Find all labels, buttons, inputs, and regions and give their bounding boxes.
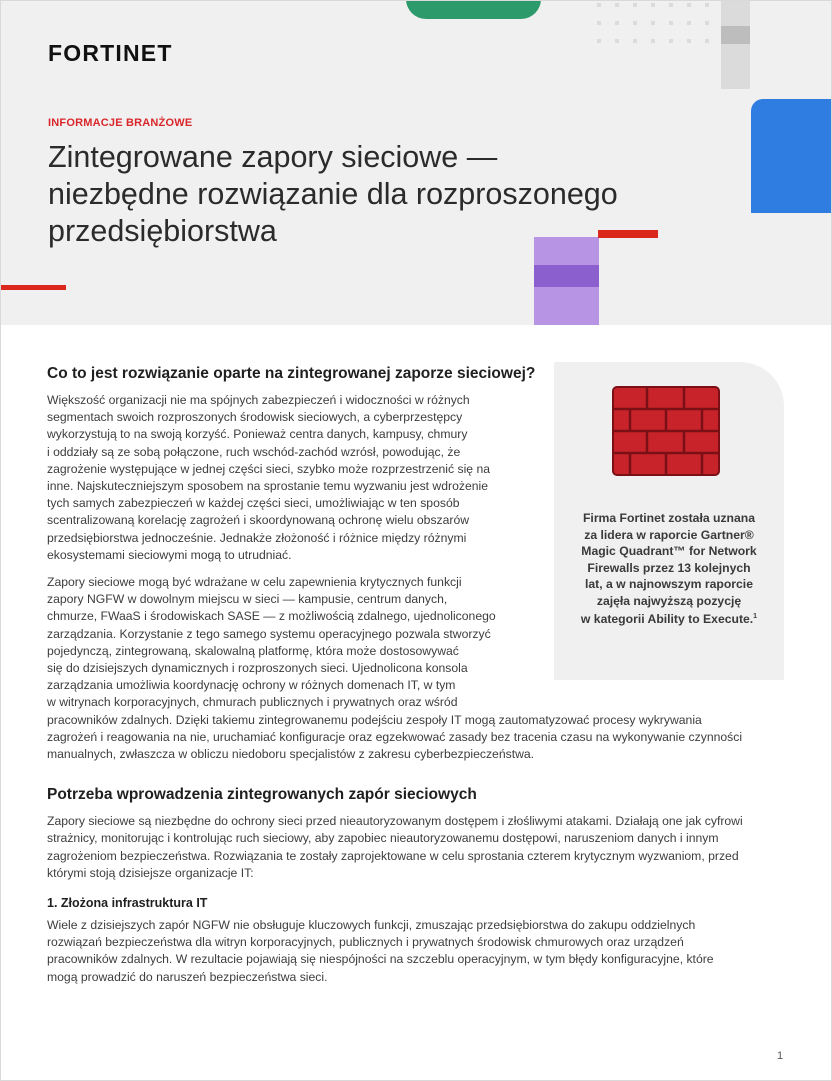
text-line: pojedynczą, zintegrowaną, skalowalną platformę, która może dostosowywać bbox=[47, 643, 459, 658]
callout-line: Firewalls przez 13 kolejnych bbox=[587, 560, 751, 575]
body-paragraph bbox=[47, 392, 787, 564]
logo-text: FORTINET bbox=[48, 40, 173, 66]
main-content bbox=[47, 362, 787, 986]
red-line-left-decoration bbox=[1, 285, 66, 290]
body-paragraph bbox=[47, 917, 787, 986]
text-line: Zapory sieciowe mogą być wdrażane w celu zapewnienia krytycznych funkcji bbox=[47, 575, 462, 590]
section-heading: Potrzeba wprowadzenia zintegrowanych zapór sieciowych bbox=[47, 786, 477, 804]
callout-line: Magic Quadrant™ for Network bbox=[581, 544, 757, 558]
eyebrow-label: INFORMACJE BRANŻOWE bbox=[48, 117, 193, 129]
text-line: zagrożeniom bezpieczeństwa. Rozwiązania te zostały zaprojektowane w celu sprostania czterem krytycznym wyzwaniom, przed bbox=[47, 848, 739, 863]
section-heading: Co to jest rozwiązanie oparte na zintegrowanej zaporze sieciowej? bbox=[47, 365, 536, 382]
purple-stripe-decoration bbox=[534, 265, 599, 287]
page-number: 1 bbox=[777, 1050, 784, 1062]
text-line: ekosystemami sieciowymi mogą to utrudniać. bbox=[47, 547, 292, 562]
text-line: Zapory sieciowe są niezbędne do ochrony sieci przed nieautoryzowanym dostępem i złośliwymi atakami. Działają one jak cyfrowi bbox=[47, 814, 743, 829]
title-line: niezbędne rozwiązanie dla rozproszonego bbox=[48, 177, 618, 211]
text-line: inne. Najskuteczniejszym sposobem na sprostanie temu wyzwaniu jest wdrożenie bbox=[47, 479, 488, 494]
gray-bar-decoration bbox=[721, 1, 750, 89]
callout-line: zajęła najwyższą pozycję bbox=[596, 593, 742, 608]
body-paragraph bbox=[47, 574, 787, 763]
page-title bbox=[48, 139, 728, 250]
text-line: zapory NGFW w dowolnym miejscu w sieci — kampusie, centrum danych, bbox=[47, 592, 448, 607]
text-line: Większość organizacji nie ma spójnych zabezpieczeń i widoczności w różnych bbox=[47, 393, 470, 407]
text-line: segmentach swoich rozproszonych środowisk sieciowych, a cyberprzestępcy bbox=[47, 410, 463, 425]
text-line: przedsiębiorstwa jednocześnie. Jednakże złożoność i różnice między różnymi bbox=[47, 530, 467, 545]
text-line: scentralizowaną korelację zagrożeń i skoordynowaną ochronę wielu obszarów bbox=[47, 513, 470, 528]
sub-heading: 1. Złożona infrastruktura IT bbox=[47, 896, 208, 911]
text-line: i oddziały są ze sobą połączone, ruch wschód-zachód wzrósł, powodując, że bbox=[47, 444, 461, 459]
title-line: Zintegrowane zapory sieciowe — bbox=[48, 140, 498, 174]
dot-grid-decoration bbox=[597, 1, 727, 51]
body-paragraph bbox=[47, 813, 787, 882]
text-line: się do dzisiejszych dynamicznych i rozproszonych sieci. Ujednolicona konsola bbox=[47, 661, 468, 676]
header-band bbox=[1, 1, 831, 325]
text-line: rozwiązań bezpieczeństwa dla witryn korporacyjnych, publicznych i prywatnych środowisk chmurowych oraz urządzeń bbox=[47, 935, 684, 950]
callout-line: Firma Fortinet została uznana bbox=[582, 511, 755, 525]
text-line: Wiele z dzisiejszych zapór NGFW nie obsługuje kluczowych funkcji, zmuszając przedsiębiorstwa do zakupu oddzielnych bbox=[47, 918, 696, 933]
text-line: zagrożenie występujące w jednej części sieci, szybko może rozprzestrzenić się na bbox=[47, 461, 491, 476]
callout-line: lat, a w najnowszym raporcie bbox=[585, 577, 753, 591]
text-line: zagrożeń i reagowania na nie, uruchamiać konfiguracje oraz egzekwować zasady bez tracenia czasu na wykonywanie czynności bbox=[47, 729, 743, 744]
text-line: wykorzystują to na swoją korzyść. Ponieważ centra danych, kampusy, chmury bbox=[47, 427, 468, 442]
text-line: pracowników zdalnych. W rezultacie pojawiają się niespójności na szczeblu operacyjnym, w tym błędy konfiguracyjne, które bbox=[47, 952, 714, 967]
text-line: tych samych zabezpieczeń w każdej części sieci, umożliwiając w ten sposób bbox=[47, 496, 460, 511]
text-line: w witrynach korporacyjnych, chmurach publicznych i prywatnych oraz wśród bbox=[47, 695, 458, 710]
text-line: zarządzania umożliwia koordynację ochrony w różnych domenach IT, w tym bbox=[47, 678, 456, 693]
text-line: którymi stoją dzisiejsze organizacje IT: bbox=[47, 865, 254, 880]
text-line: mogą prowadzić do naruszeń bezpieczeństwa sieci. bbox=[47, 969, 328, 984]
callout-line-text: w kategorii Ability to Execute. bbox=[580, 612, 754, 627]
text-line: pracowników zdalnych. Dzięki takiemu zintegrowanemu podejściu zespoły IT mogą zautomatyzować procesy wykrywania bbox=[47, 712, 702, 727]
footnote-mark: 1 bbox=[753, 613, 758, 620]
text-line: chmurze, FWaaS i środowiskach SASE — z możliwością zdalnego, ujednoliconego bbox=[47, 609, 496, 624]
title-line: przedsiębiorstwa bbox=[48, 214, 277, 248]
callout-line: za lidera w raporcie Gartner® bbox=[584, 527, 754, 542]
text-line: strażnicy, monitorując i kontrolując ruch sieciowy, aby zapobiec nieautoryzowanemu dostępowi, naruszeniom danych i innym bbox=[47, 831, 719, 846]
fortinet-logo bbox=[48, 41, 208, 65]
blue-shape-decoration bbox=[751, 99, 831, 213]
green-shape-decoration bbox=[406, 1, 541, 19]
text-line: zarządzania. Korzystanie z tego samego systemu operacyjnego pozwala stworzyć bbox=[47, 626, 491, 641]
text-line: manualnych, zwłaszcza w obliczu niedoboru specjalistów z zakresu cyberbezpieczeństwa. bbox=[47, 747, 535, 762]
dark-gray-block-decoration bbox=[721, 26, 750, 44]
